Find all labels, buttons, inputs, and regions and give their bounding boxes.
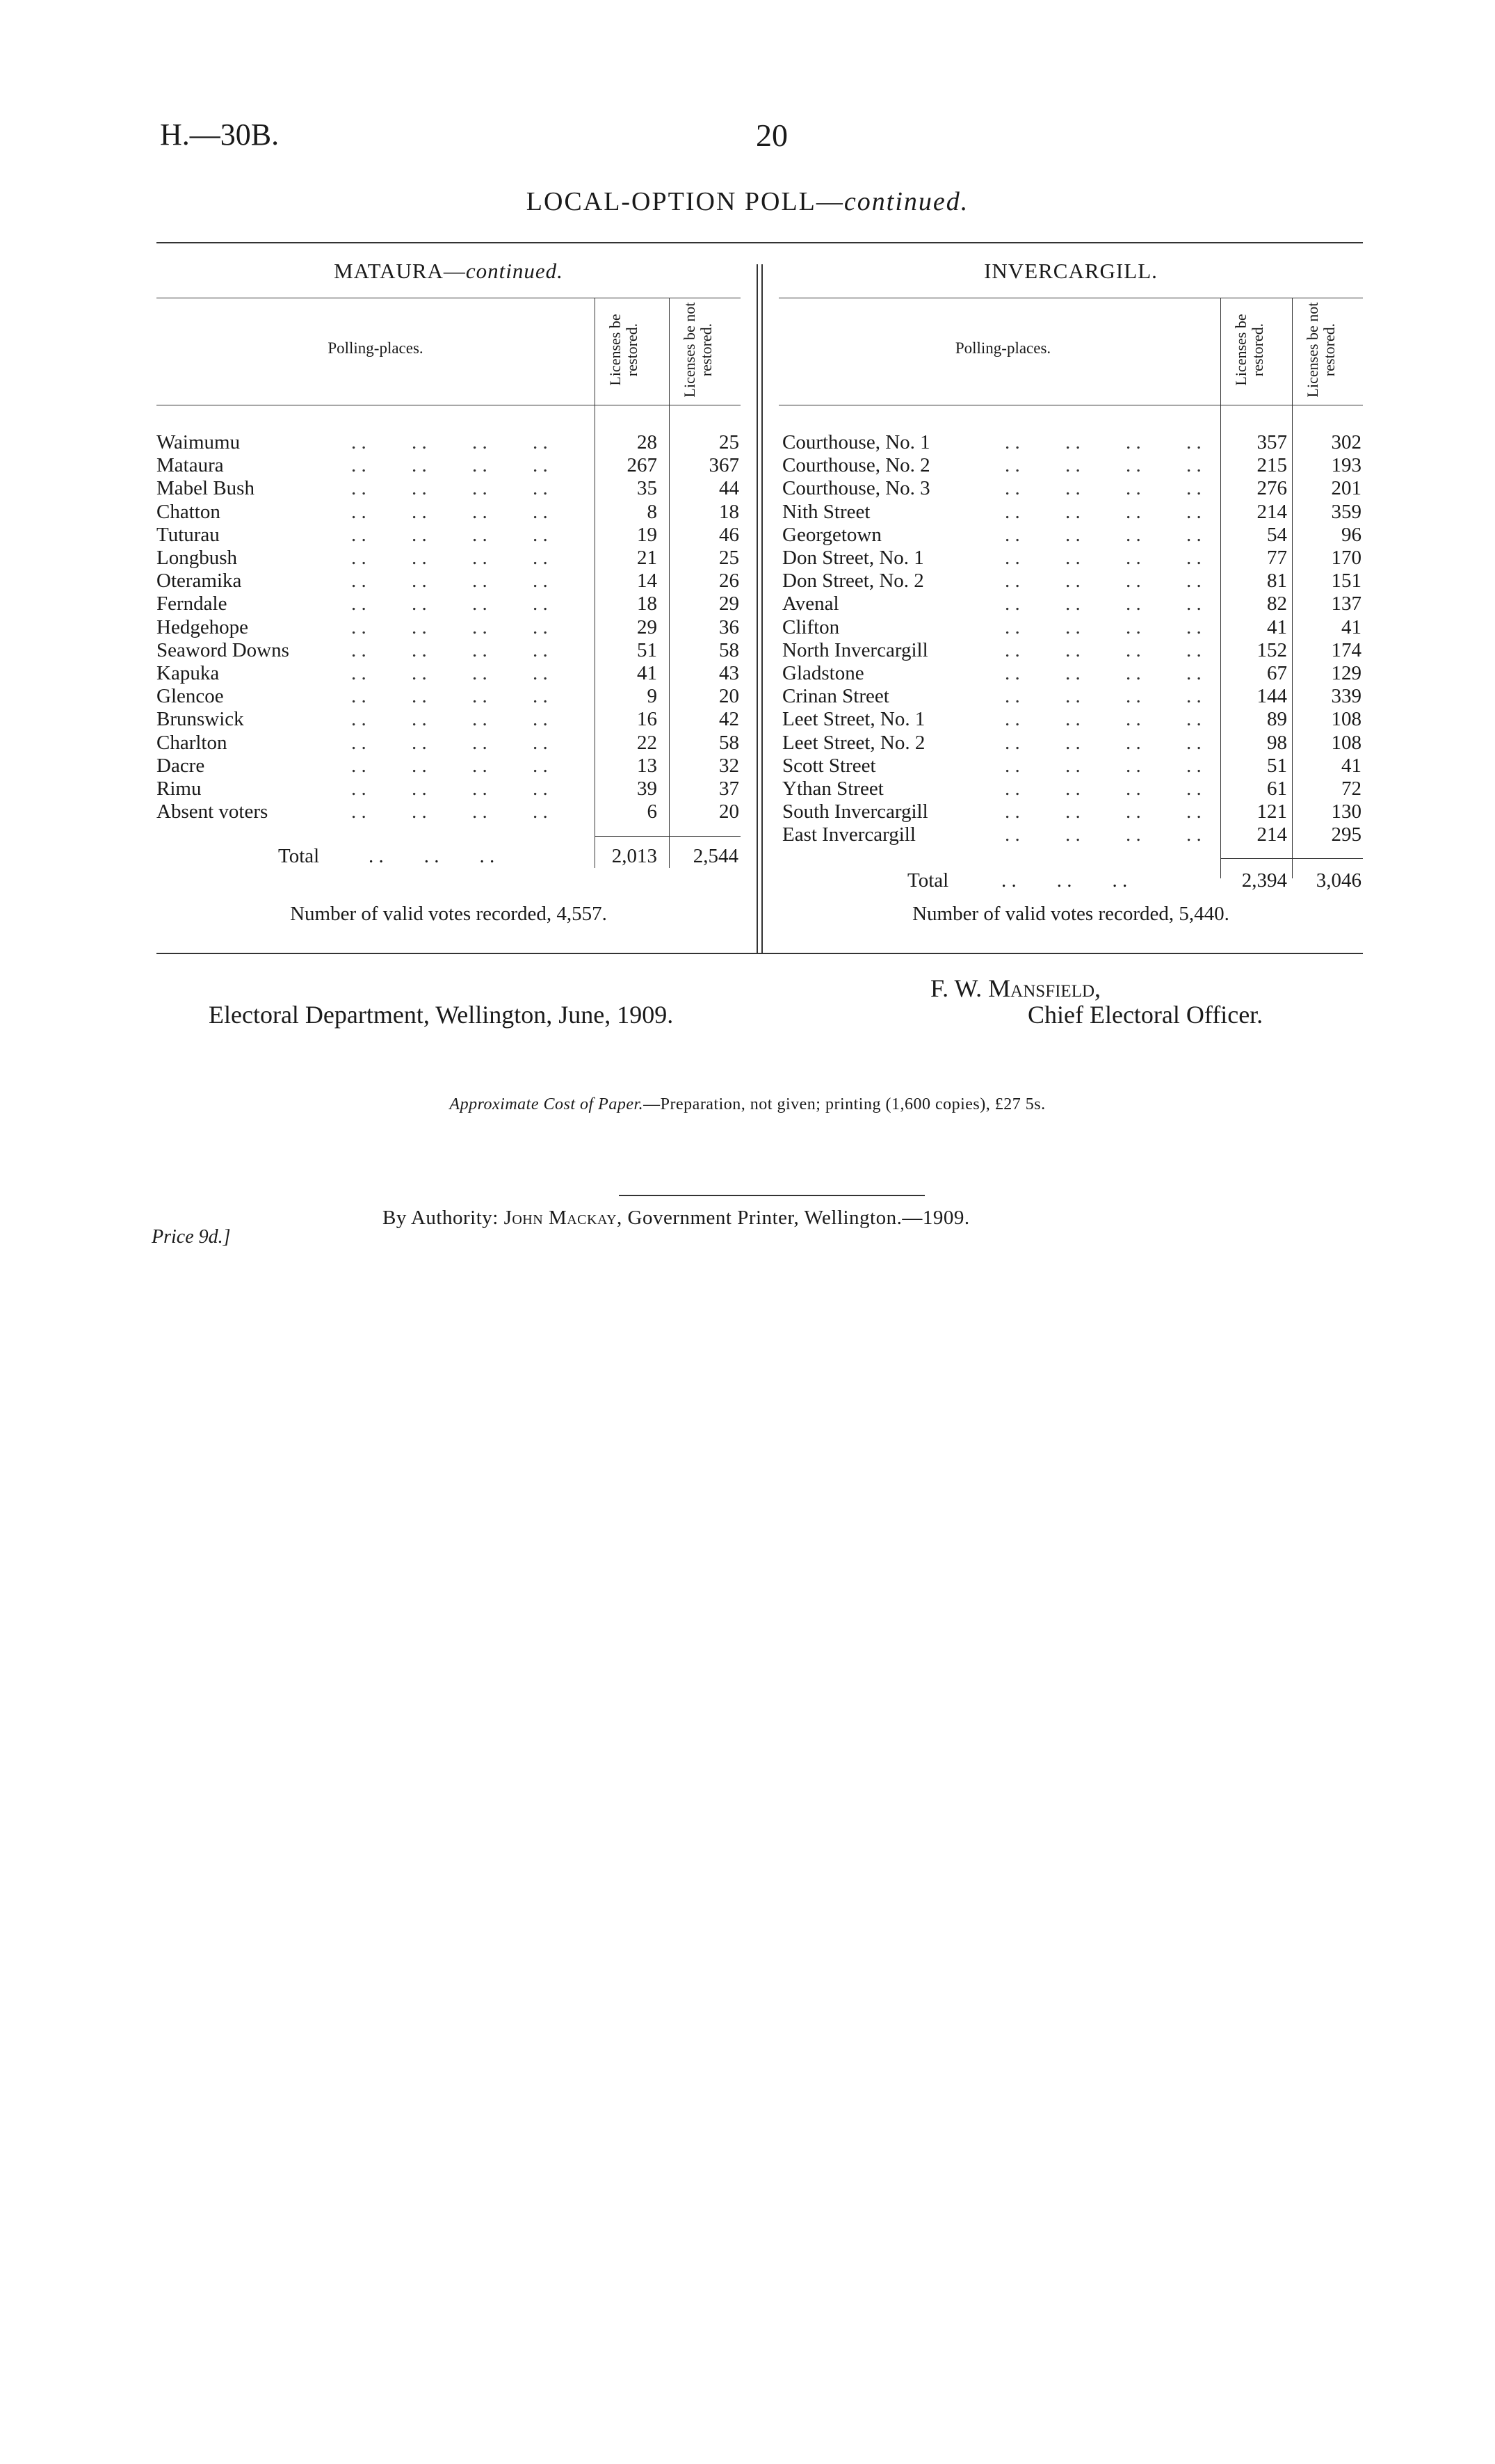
invercargill-place-name: Clifton <box>782 615 840 638</box>
title-suffix: continued. <box>843 187 969 216</box>
invercargill-row <box>782 755 1366 778</box>
mataura-restored-value: 41 <box>637 662 657 684</box>
invercargill-restored-value: 61 <box>1267 778 1287 800</box>
mataura-not-restored-value: 58 <box>719 638 739 661</box>
mataura-place-name: Longbush <box>156 547 237 569</box>
mataura-row <box>156 639 741 662</box>
mataura-restored-value: 9 <box>647 685 657 708</box>
invercargill-leader-dots: . . . . . . . . <box>1005 778 1202 800</box>
mataura-leader-dots: . . . . . . . . <box>351 708 548 731</box>
mataura-not-restored-value: 44 <box>719 477 739 500</box>
invercargill-not-restored-value: 41 <box>1341 754 1361 777</box>
invercargill-place-name: Avenal <box>782 593 839 615</box>
invercargill-restored-value: 41 <box>1267 615 1287 638</box>
invercargill-place-name: Leet Street, No. 1 <box>782 708 926 731</box>
invercargill-row <box>782 823 1366 846</box>
invercargill-leader-dots: . . . . . . . . <box>1005 662 1202 684</box>
mataura-place-name: Absent voters <box>156 800 268 823</box>
mataura-not-restored-value: 18 <box>719 500 739 523</box>
mataura-restored-value: 14 <box>637 570 657 593</box>
mataura-total-rule <box>595 836 741 837</box>
invercargill-place-name: North Invercargill <box>782 638 928 661</box>
invercargill-leader-dots: . . . . . . . . <box>1005 570 1202 593</box>
mataura-restored-value: 35 <box>637 477 657 500</box>
mataura-leader-dots: . . . . . . . . <box>351 685 548 708</box>
invercargill-not-restored-value: 41 <box>1341 615 1361 638</box>
mataura-not-restored-value: 32 <box>719 754 739 777</box>
mataura-restored-value: 8 <box>647 500 657 523</box>
invercargill-leader-dots: . . . . . . . . <box>1005 500 1202 523</box>
invercargill-not-restored-value: 137 <box>1331 593 1361 615</box>
invercargill-place-name: East Invercargill <box>782 823 916 846</box>
invercargill-not-restored-value: 170 <box>1331 547 1361 569</box>
mataura-leader-dots: . . . . . . . . <box>351 547 548 569</box>
invercargill-not-restored-value: 108 <box>1331 708 1361 731</box>
mataura-leader-dots: . . . . . . . . <box>351 778 548 800</box>
invercargill-leader-dots: . . . . . . . . <box>1005 685 1202 708</box>
mataura-row <box>156 685 741 708</box>
electoral-department-line: Electoral Department, Wellington, June, 1909. <box>209 1001 674 1029</box>
invercargill-place-name: Georgetown <box>782 523 882 546</box>
invercargill-restored-value: 89 <box>1267 708 1287 731</box>
page-title <box>0 186 1495 217</box>
mataura-place-name: Dacre <box>156 754 205 777</box>
invercargill-place-name: Courthouse, No. 1 <box>782 431 930 453</box>
invercargill-restored-value: 82 <box>1267 593 1287 615</box>
invercargill-leader-dots: . . . . . . . . <box>1005 454 1202 477</box>
page-number: 20 <box>756 118 788 153</box>
invercargill-not-restored-value: 108 <box>1331 731 1361 754</box>
invercargill-restored-value: 215 <box>1256 454 1287 477</box>
invercargill-restored-value: 121 <box>1256 800 1287 823</box>
mataura-not-restored-value: 20 <box>719 800 739 823</box>
table-top-rule <box>156 242 1363 243</box>
invercargill-not-restored-value: 201 <box>1331 477 1361 500</box>
price-note: Price 9d.] <box>152 1226 231 1248</box>
mataura-place-name: Glencoe <box>156 685 224 708</box>
mataura-row <box>156 431 741 454</box>
invercargill-restored-value: 67 <box>1267 662 1287 684</box>
mataura-row <box>156 501 741 524</box>
mataura-place-name: Brunswick <box>156 708 244 731</box>
mataura-row <box>156 570 741 593</box>
invercargill-leader-dots: . . . . . . . . <box>1005 731 1202 754</box>
invercargill-restored-value: 51 <box>1267 754 1287 777</box>
mataura-total-label: Total <box>278 845 320 867</box>
invercargill-place-name: Don Street, No. 2 <box>782 570 924 593</box>
invercargill-row <box>782 454 1366 477</box>
invercargill-place-name: Scott Street <box>782 754 876 777</box>
invercargill-restored-value: 77 <box>1267 547 1287 569</box>
mataura-not-restored-value: 25 <box>719 431 739 453</box>
invercargill-restored-value: 54 <box>1267 523 1287 546</box>
invercargill-total-row <box>907 869 1128 892</box>
mataura-restored-value: 28 <box>637 431 657 453</box>
mataura-restored-value: 51 <box>637 638 657 661</box>
invercargill-row <box>782 547 1366 570</box>
mataura-restored-value: 13 <box>637 754 657 777</box>
invercargill-leader-dots: . . . . . . . . <box>1005 477 1202 500</box>
invercargill-row <box>782 662 1366 685</box>
invercargill-not-restored-value: 339 <box>1331 685 1361 708</box>
mataura-row <box>156 732 741 755</box>
invercargill-row <box>782 593 1366 615</box>
invercargill-not-restored-value: 151 <box>1331 570 1361 593</box>
invercargill-place-name: Leet Street, No. 2 <box>782 731 926 754</box>
mataura-restored-value: 29 <box>637 615 657 638</box>
invercargill-row <box>782 708 1366 731</box>
mataura-not-restored-value: 37 <box>719 778 739 800</box>
invercargill-col-restored: Licenses be restored. <box>1232 314 1266 386</box>
mataura-place-name: Kapuka <box>156 662 220 684</box>
mataura-row <box>156 524 741 547</box>
mataura-row <box>156 662 741 685</box>
invercargill-title: INVERCARGILL. <box>984 259 1158 283</box>
mataura-row <box>156 755 741 778</box>
mataura-row <box>156 616 741 639</box>
invercargill-row <box>782 477 1366 500</box>
mataura-restored-value: 6 <box>647 800 657 823</box>
mataura-leader-dots: . . . . . . . . <box>351 523 548 546</box>
mataura-row <box>156 454 741 477</box>
invercargill-leader-dots: . . . . . . . . <box>1005 800 1202 823</box>
mataura-place-name: Tuturau <box>156 523 220 546</box>
footer-rule <box>619 1195 925 1196</box>
mataura-leader-dots: . . . . . . . . <box>351 454 548 477</box>
cost-of-paper-note: Approximate Cost of Paper.—Preparation, not given; printing (1,600 copies), £27 5s. <box>449 1095 1046 1113</box>
invercargill-place-name: Nith Street <box>782 500 871 523</box>
mataura-not-restored-value: 36 <box>719 615 739 638</box>
invercargill-leader-dots: . . . . . . . . <box>1005 823 1202 846</box>
mataura-place-name: Seaword Downs <box>156 638 289 661</box>
invercargill-restored-value: 214 <box>1256 823 1287 846</box>
invercargill-leader-dots: . . . . . . . . <box>1005 638 1202 661</box>
mataura-not-restored-value: 29 <box>719 593 739 615</box>
invercargill-row <box>782 800 1366 823</box>
invercargill-place-name: Don Street, No. 1 <box>782 547 924 569</box>
mataura-not-restored-value: 20 <box>719 685 739 708</box>
invercargill-row <box>782 732 1366 755</box>
mataura-leader-dots: . . . . . . . . <box>351 593 548 615</box>
mataura-not-restored-value: 367 <box>709 454 739 477</box>
mataura-title: MATAURA—continued. <box>334 259 563 283</box>
invercargill-restored-value: 214 <box>1256 500 1287 523</box>
invercargill-total-dots: . . . . . . <box>1001 869 1128 892</box>
mataura-place-name: Ferndale <box>156 593 227 615</box>
invercargill-restored-value: 144 <box>1256 685 1287 708</box>
signatory-office: Chief Electoral Officer. <box>1028 1001 1263 1029</box>
invercargill-leader-dots: . . . . . . . . <box>1005 615 1202 638</box>
center-divider <box>757 264 758 953</box>
mataura-place-name: Rimu <box>156 778 202 800</box>
mataura-leader-dots: . . . . . . . . <box>351 615 548 638</box>
invercargill-total-not-restored: 3,046 <box>1316 869 1361 892</box>
mataura-leader-dots: . . . . . . . . <box>351 500 548 523</box>
invercargill-not-restored-value: 130 <box>1331 800 1361 823</box>
invercargill-row <box>782 778 1366 800</box>
mataura-place-name: Waimumu <box>156 431 241 453</box>
invercargill-row <box>782 639 1366 662</box>
mataura-total-row <box>278 845 495 868</box>
invercargill-row <box>782 685 1366 708</box>
mataura-leader-dots: . . . . . . . . <box>351 570 548 593</box>
mataura-place-name: Charlton <box>156 731 227 754</box>
invercargill-not-restored-value: 302 <box>1331 431 1361 453</box>
mataura-col-not-restored: Licenses be not restored. <box>681 302 715 398</box>
title-main: LOCAL-OPTION POLL— <box>526 187 844 216</box>
mataura-restored-value: 19 <box>637 523 657 546</box>
invercargill-restored-value: 81 <box>1267 570 1287 593</box>
invercargill-restored-value: 357 <box>1256 431 1287 453</box>
invercargill-not-restored-value: 174 <box>1331 638 1361 661</box>
mataura-total-dots: . . . . . . <box>369 845 495 867</box>
mataura-row <box>156 477 741 500</box>
mataura-leader-dots: . . . . . . . . <box>351 731 548 754</box>
invercargill-place-name: Gladstone <box>782 662 864 684</box>
mataura-not-restored-value: 26 <box>719 570 739 593</box>
mataura-leader-dots: . . . . . . . . <box>351 800 548 823</box>
mataura-not-restored-value: 46 <box>719 523 739 546</box>
mataura-leader-dots: . . . . . . . . <box>351 662 548 684</box>
invercargill-not-restored-value: 359 <box>1331 500 1361 523</box>
invercargill-place-name: Courthouse, No. 2 <box>782 454 930 477</box>
mataura-not-restored-value: 25 <box>719 547 739 569</box>
invercargill-row <box>782 570 1366 593</box>
invercargill-leader-dots: . . . . . . . . <box>1005 523 1202 546</box>
invercargill-place-name: South Invercargill <box>782 800 928 823</box>
mataura-row <box>156 778 741 800</box>
mataura-leader-dots: . . . . . . . . <box>351 477 548 500</box>
document-reference: H.—30B. <box>160 118 280 152</box>
invercargill-row <box>782 431 1366 454</box>
invercargill-row <box>782 501 1366 524</box>
authority-line: By Authority: John Mackay, Government Printer, Wellington.—1909. <box>382 1207 970 1229</box>
mataura-row <box>156 547 741 570</box>
mataura-place-name: Oteramika <box>156 570 242 593</box>
invercargill-not-restored-value: 193 <box>1331 454 1361 477</box>
invercargill-total-restored: 2,394 <box>1241 869 1287 892</box>
invercargill-not-restored-value: 129 <box>1331 662 1361 684</box>
mataura-place-name: Mabel Bush <box>156 477 254 500</box>
mataura-restored-value: 18 <box>637 593 657 615</box>
invercargill-row <box>782 616 1366 639</box>
mataura-valid-votes: Number of valid votes recorded, 4,557. <box>290 903 607 925</box>
mataura-leader-dots: . . . . . . . . <box>351 754 548 777</box>
invercargill-restored-value: 152 <box>1256 638 1287 661</box>
invercargill-col-not-restored: Licenses be not restored. <box>1304 302 1338 398</box>
invercargill-valid-votes: Number of valid votes recorded, 5,440. <box>912 903 1229 925</box>
invercargill-not-restored-value: 295 <box>1331 823 1361 846</box>
mataura-restored-value: 267 <box>627 454 657 477</box>
invercargill-total-label: Total <box>907 869 949 892</box>
mataura-row <box>156 800 741 823</box>
mataura-place-name: Mataura <box>156 454 224 477</box>
invercargill-not-restored-value: 96 <box>1341 523 1361 546</box>
mataura-restored-value: 39 <box>637 778 657 800</box>
mataura-col-polling: Polling-places. <box>328 339 423 357</box>
invercargill-row <box>782 524 1366 547</box>
invercargill-restored-value: 276 <box>1256 477 1287 500</box>
mataura-col-restored: Licenses be restored. <box>606 314 640 386</box>
mataura-not-restored-value: 43 <box>719 662 739 684</box>
mataura-place-name: Hedgehope <box>156 615 249 638</box>
mataura-place-name: Chatton <box>156 500 220 523</box>
mataura-restored-value: 16 <box>637 708 657 731</box>
invercargill-place-name: Courthouse, No. 3 <box>782 477 930 500</box>
mataura-row <box>156 708 741 731</box>
invercargill-leader-dots: . . . . . . . . <box>1005 431 1202 453</box>
signatory-name: F. W. Mansfield, <box>930 974 1101 1002</box>
table-bottom-rule <box>156 953 1363 954</box>
invercargill-leader-dots: . . . . . . . . <box>1005 593 1202 615</box>
invercargill-leader-dots: . . . . . . . . <box>1005 754 1202 777</box>
invercargill-place-name: Crinan Street <box>782 685 889 708</box>
invercargill-not-restored-value: 72 <box>1341 778 1361 800</box>
invercargill-leader-dots: . . . . . . . . <box>1005 708 1202 731</box>
invercargill-place-name: Ythan Street <box>782 778 884 800</box>
mataura-row <box>156 593 741 615</box>
mataura-not-restored-value: 42 <box>719 708 739 731</box>
invercargill-total-rule <box>1220 858 1363 859</box>
invercargill-restored-value: 98 <box>1267 731 1287 754</box>
mataura-leader-dots: . . . . . . . . <box>351 431 548 453</box>
center-divider-2 <box>761 264 763 953</box>
mataura-total-not-restored: 2,544 <box>693 845 738 867</box>
invercargill-col-polling: Polling-places. <box>955 339 1051 357</box>
mataura-restored-value: 21 <box>637 547 657 569</box>
mataura-total-restored: 2,013 <box>611 845 657 867</box>
mataura-leader-dots: . . . . . . . . <box>351 638 548 661</box>
mataura-not-restored-value: 58 <box>719 731 739 754</box>
mataura-restored-value: 22 <box>637 731 657 754</box>
invercargill-leader-dots: . . . . . . . . <box>1005 547 1202 569</box>
